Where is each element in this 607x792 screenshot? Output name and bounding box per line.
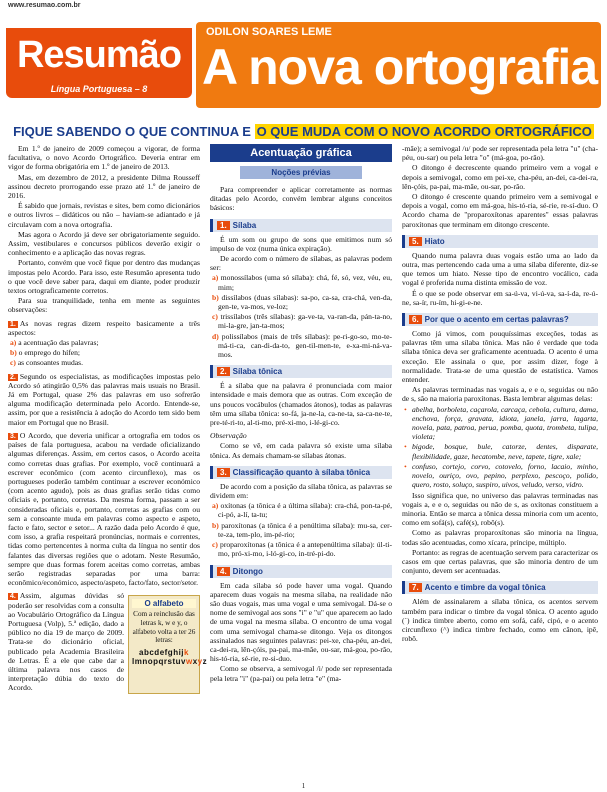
section-heading-4: [210, 565, 392, 578]
paragraph: É o que se pode observar em sa-ú-va, vi-ú-va, sa-í-da, re-ú-ne, sa-ír, ru-ím, hi-gi-e-ne.: [402, 288, 598, 307]
observation-text: Assim, algumas dúvidas só poderão ser resolvidas com a consulta ao Vocabulário Ortográfico da Língua Portuguesa (Volp), 5.ª edição, dado a público no dia 19 de março de 2009. Trata-se do dicionário oficial, publicado pela Academia Brasileira de Letras. É a ele que cabe dar a última palavra nos casos de interpretação dúbia do texto do Acordo.: [8, 591, 124, 693]
section-title: Acento e timbre da vogal tônica: [424, 583, 546, 593]
column-3: [402, 144, 598, 644]
list-item: c) as consoantes mudas.: [10, 358, 83, 368]
list-item-text: trissílabos (três sílabas): ga-ve-ta, va-ran-da, pán-ta-no, mi-la-gre, jan-ta-mos;: [218, 312, 392, 331]
list-item-text: paroxítonas (a tônica é a penúltima sílaba): mu-sa, cer-te-za, tem-plo, im-pé-rio;: [218, 520, 392, 539]
alphabet-box: [128, 595, 208, 693]
section-title: Por que o acento em certas palavras?: [424, 315, 569, 325]
observation-3: [8, 431, 200, 587]
paragraph: Quando numa palavra duas vogais estão uma ao lado da outra, mas pertencendo cada uma a uma sílaba diferente, diz-se que temos um hiato. Nesse tipo de encontro vocálico, cada vogal é proferida numa distinta emissão de voz.: [402, 250, 598, 288]
section-number: 1.: [217, 221, 230, 230]
observation-text: O Acordo, que deveria unificar a ortografia em todos os países de fala portuguesa, acabou na verdade oficializando algumas diferenças. Assim, em certos casos, o Acordo aceita como corretas duas grafias. Por exemplo, você continuará a escrever econômico (com acento circunflexo), mas os portugueses poderão também continuar a escrever económico (com acento agudo), pois as duas grafias serão tidas como oficiais e, portanto, corretas. Da mesma forma, passam a ser consideradas oficiais e, portanto, corretas as grafias com ou sem a consoante muda em palavras como aspecto e aspeto, facto e fato, sector e setor... A razão dada pelo Acordo é que, com isso, a grafia respeitará pronúncias, normais e correntes, tidas como pertencentes à norma culta da língua no sentir dos falantes das diversas regiões que o adotam. Neste Resumão, sempre que duas formas forem aceitas como corretas, ambas serão registradas separadas por uma barra: econômico/económico, aspecto/aspeto, facto/fato, sector/setor.: [8, 430, 200, 588]
paragraph: Em cada sílaba só pode haver uma vogal. Quando aparecem duas vogais na mesma sílaba, na realidade não são duas vogais, mas uma vogal e uma semivogal. Dá-se o nome de semivogal aos sons "i" e "u" que aparecem ao lado de uma vogal na mesma sílaba. O encontro de uma vogal com uma semivogal chama-se ditongo. Veja os ditongos assinalados nas seguintes palavras: pei-xe, cha-péu, an-dei, ca-dei-ra, lên-çóis, pa-pai, ma-mãe, ou-sar, má-goa, po-rão, his-tó-ria, sé-rie, re-si-duo.: [210, 580, 392, 664]
site-url[interactable]: www.resumao.com.br: [8, 2, 81, 9]
list-item-text: monossílabos (uma só sílaba): chá, fé, só, vez, véu, eu, mim;: [218, 273, 392, 292]
list-item: c) trissílabos (três sílabas): ga-ve-ta, va-ran-da, pán-ta-no, mi-la-gre, jan-ta-mos;: [212, 312, 392, 331]
paragraph: Em 1.º de janeiro de 2009 começou a vigorar, de forma facultativa, o novo Acordo Ortográfico. Deveria entrar em vigor de forma obrigatória em 1.º de janeiro de 2013.: [8, 144, 200, 172]
paragraph: Portanto, convém que você fique por dentro das mudanças impostas pelo Acordo. Para isso, este Resumão apresenta tudo o que você deve saber para, daqui em diante, poder produzir textos ortograficamente corretos.: [8, 258, 200, 296]
paragraph: De acordo com a posição da sílaba tônica, as palavras se dividem em:: [210, 481, 392, 501]
list-item-text: as consoantes mudas.: [17, 358, 83, 368]
list-item-text: o emprego do hífen;: [18, 348, 81, 358]
section-number: 6.: [409, 315, 422, 324]
bullet-item: • bigode, bosque, bule, catorze, dentes, disparate, flexibilidade, gaze, hecatombe, neve, tapete, tigre, xale;: [402, 442, 598, 460]
paragraph: Como já vimos, com pouquíssimas exceções, todas as palavras têm uma sílaba tônica. Mas não é verdade que toda sílaba tônica deva ser graficamente acentuada. O acento é uma exceção. Ele assinala o que, por assim dizer, foge à normalidade. Trata-se de uma questão de estatística. Vamos entender.: [402, 329, 598, 385]
paragraph: Como se observa, a semivogal /i/ pode ser representada pela letra "i" (pa-pai) ou pela letra "e" (ma-: [210, 664, 392, 683]
list-item-text: a acentuação das palavras;: [18, 338, 99, 348]
number-badge: 1.: [10, 320, 16, 328]
section-number: 2.: [217, 367, 230, 376]
list-item: b) paroxítonas (a tônica é a penúltima sílaba): mu-sa, cer-te-za, tem-plo, im-pé-rio;: [212, 520, 392, 539]
column-1: [8, 144, 208, 694]
paragraph: Como se vê, em cada palavra só existe uma sílaba tônica. As demais chamam-se sílabas átonas.: [210, 441, 392, 460]
section-title: Classificação quanto à sílaba tônica: [232, 467, 371, 477]
observation-text: Segundo os especialistas, as modificações impostas pelo Acordo só atingirão 0,5% das palavras mais usuais no Brasil. Já em Portugal, quase 2% das palavras em uso sofrerão alguma modificação determinada pelo Acordo. Entende-se, assim, por que a resistência à adoção do Acordo tem sido bem maior em Portugal que no Brasil.: [8, 371, 200, 427]
section-number: 7.: [409, 583, 422, 592]
author: ODILON SOARES LEME: [206, 26, 332, 38]
list-item-text: polissílabos (mais de três sílabas): pe-ri-go-so, mo-te-má-ti-ca, can-di-da-to, gen-til-men-te, e-xa-mi-ná-va-mos.: [218, 331, 392, 360]
letter-w: w: [185, 656, 193, 666]
list-item: a) monossílabos (uma só sílaba): chá, fé, só, vez, véu, eu, mim;: [212, 273, 392, 292]
observation-2: [8, 372, 200, 427]
number-badge: 4.: [10, 593, 16, 601]
letter-z: z: [202, 656, 208, 666]
section-number: 4.: [217, 567, 230, 576]
paragraph: As palavras terminadas nas vogais a, e e o, seguidas ou não de s, são na maioria paroxítonas. Basta lembrar algumas delas:: [402, 385, 598, 404]
paragraph: É a sílaba que na palavra é pronunciada com maior intensidade e mais demora que as outras. Com exceção de uns poucos vocábulos (chamados átonos), todas as palavras têm uma sílaba tônica: so-fá, ja-ne-la, ca-ne-ta, sa-ca-ne-te, pre-té-ri-to, al-ti-mo, pré-xi-mo, i-lé-gi-co.: [210, 381, 392, 428]
alphabet-letters: [132, 647, 208, 666]
subheading: [0, 124, 607, 139]
section-heading-3: [210, 466, 392, 479]
section-title: Sílaba: [232, 220, 257, 230]
page-title: A nova ortografia: [202, 39, 598, 95]
paragraph: Mas, em dezembro de 2012, a presidente Dilma Rousseff assinou decreto prorrogando esse prazo até 1.º de janeiro de 2016.: [8, 172, 200, 201]
paragraph: O ditongo é crescente quando primeiro vem a semivogal e depois a vogal, como em má-goa, his-tó-ria, sé-rie, re-sí-duo. O Acordo chama de "proparoxítonas aparentes" essas palavras paroxítonas que terminam em ditongo crescente.: [402, 192, 598, 229]
paragraph: É sabido que jornais, revistas e sites, bem como dicionários e outros livros – didáticos ou não – haviam-se adiantado e já circulavam com a nova ortografia.: [8, 201, 200, 229]
section-number: 5.: [409, 237, 422, 246]
observation-text: As novas regras dizem respeito basicamente a três aspectos:: [8, 318, 200, 337]
paragraph: Como as palavras proparoxítonas são minoria na língua, todas são acentuadas, como xícara, príncipe, múltiplo.: [402, 528, 598, 547]
bullet-item: • abelha, borboleta, caçarola, carcaça, cebola, cultura, dama, enchova, força, gravata, idiota, janela, jarra, lagarta, novela, pata, patroa, perua, pomba, quota, trombeta, tulipa, violeta;: [402, 405, 598, 442]
brand-logo: [6, 28, 192, 98]
paragraph: É um som ou grupo de sons que emitimos num só impulso de voz (numa única expiração).: [210, 234, 392, 253]
section-title: Sílaba tônica: [232, 367, 283, 377]
header: [0, 10, 607, 110]
alphabet-box-text: Com a reinclusão das letras k, w e y, o alfabeto volta a ter 26 letras:: [132, 610, 196, 645]
paragraph: Para compreender e aplicar corretamente as normas ditadas pelo Acordo, convém lembrar alguns conceitos básicos:: [210, 185, 392, 213]
list-item-text: proparoxítonas (a tônica é a antepenúltima sílaba): úl-ti-mo, pró-xi-mo, i-ló-gi-co, in-tré-pi-do.: [218, 540, 392, 559]
bullet-item: • confuso, cortejo, corvo, cotovelo, forno, lacaio, minho, novelo, ouriço, ovo, pepino, perplexo, pescoço, polido, quero, rosto, soluço, suspiro, uivos, veludo, verso, vidro.: [402, 462, 598, 490]
alphabet-box-title: O alfabeto: [132, 599, 196, 608]
list-item: b) o emprego do hífen;: [10, 348, 81, 358]
brand-name: Resumão: [16, 34, 182, 76]
letters: lmnopqrstuv: [132, 656, 186, 666]
section-title: Hiato: [424, 236, 445, 246]
column-2: [210, 144, 392, 684]
paragraph: Para sua tranquilidade, tenha em mente as seguintes observações:: [8, 296, 200, 315]
page-number: 1: [301, 782, 306, 790]
letters: abcdefghij: [139, 647, 185, 657]
section-title: Ditongo: [232, 566, 263, 576]
number-badge: 2.: [10, 373, 16, 381]
list-item: c) proparoxítonas (a tônica é a antepenúltima sílaba): úl-ti-mo, pró-xi-mo, i-ló-gi-co, in-tré-pi-do.: [212, 540, 392, 559]
subheading-part2: O QUE MUDA COM O NOVO ACORDO ORTOGRÁFICO: [256, 124, 592, 139]
observation-4: [8, 591, 124, 692]
paragraph: Isso significa que, no universo das palavras terminadas nas vogais a, e e o, seguidas ou não de s, as oxítonas constituem a minoria. Então se marca a tônica dessa minoria com um acento, como em sofá(s), café(s), robô(s).: [402, 490, 598, 528]
paragraph: O ditongo é decrescente quando primeiro vem a vogal e depois a semivogal, como em pei-xe, cha-péu, an-dei, ca-dei-ra, lên-çóis, pa-pai, ma-mãe, ou-sar, po-rão.: [402, 163, 598, 191]
section-heading-7: [402, 581, 598, 594]
list-item: a) oxítonas (a tônica é a última sílaba): cra-chá, pon-ta-pé, ci-pó, a-lí, ta-tu;: [212, 501, 392, 520]
section-heading-1: [210, 219, 392, 232]
paragraph: De acordo com o número de sílabas, as palavras podem ser:: [210, 254, 392, 273]
paragraph: Portanto: as regras de acentuação servem para caracterizar os casos em que certas palavras, que são minoria dentro de um conjunto, devem ser acentuadas.: [402, 547, 598, 576]
list-item-text: oxítonas (a tônica é a última sílaba): cra-chá, pon-ta-pé, ci-pó, a-lí, ta-tu;: [218, 501, 392, 520]
observation-1: [8, 319, 200, 337]
letter-k: k: [184, 647, 189, 657]
paragraph: Mas agora o Acordo já deve ser obrigatoriamente seguido. Assim, vestibulares e concursos públicos deverão exigir o conhecimento e a aplicação das novas regras.: [8, 229, 200, 258]
section-banner: Acentuação gráfica: [210, 144, 392, 162]
observation-label: Observação: [210, 431, 247, 441]
list-item: a) a acentuação das palavras;: [10, 338, 99, 348]
letter-y: y: [197, 656, 203, 666]
list-item: b) dissílabos (duas sílabas): sa-po, ca-sa, cra-chá, ven-da, gen-te, va-mos, ve-loz;: [212, 292, 392, 312]
section-heading-5: [402, 235, 598, 248]
brand-subtitle: Língua Portuguesa – 8: [50, 84, 148, 94]
subsection-banner: Noções prévias: [240, 166, 362, 179]
subheading-part1: FIQUE SABENDO O QUE CONTINUA E: [13, 124, 255, 139]
section-heading-2: [210, 365, 392, 378]
title-bar: [196, 22, 601, 108]
section-number: 3.: [217, 468, 230, 477]
number-badge: 3.: [10, 432, 16, 440]
letter-x: x: [192, 656, 198, 666]
list-item: d) polissílabos (mais de três sílabas): pe-ri-go-so, mo-te-má-ti-ca, can-di-da-to, gen-til-men-te, e-xa-mi-ná-va-mos.: [212, 331, 392, 360]
list-item-text: dissílabos (duas sílabas): sa-po, ca-sa, cra-chá, ven-da, gen-te, va-mos, ve-loz;: [218, 292, 392, 312]
paragraph: Além de assinalarem a sílaba tônica, os acentos servem também para indicar o timbre da vogal tônica. O acento agudo (´) indica timbre aberto, como em sofá, café, cipó, e o acento circunflexo (^) indica timbre fechado, como em cânon, ipê, robô.: [402, 597, 598, 644]
paragraph: -mãe); a semivogal /u/ pode ser representada pela letra "u" (cha-péu, ou-sar) ou pela letra "o" (má-goa, po-rão).: [402, 144, 598, 163]
section-heading-6: [402, 313, 598, 326]
